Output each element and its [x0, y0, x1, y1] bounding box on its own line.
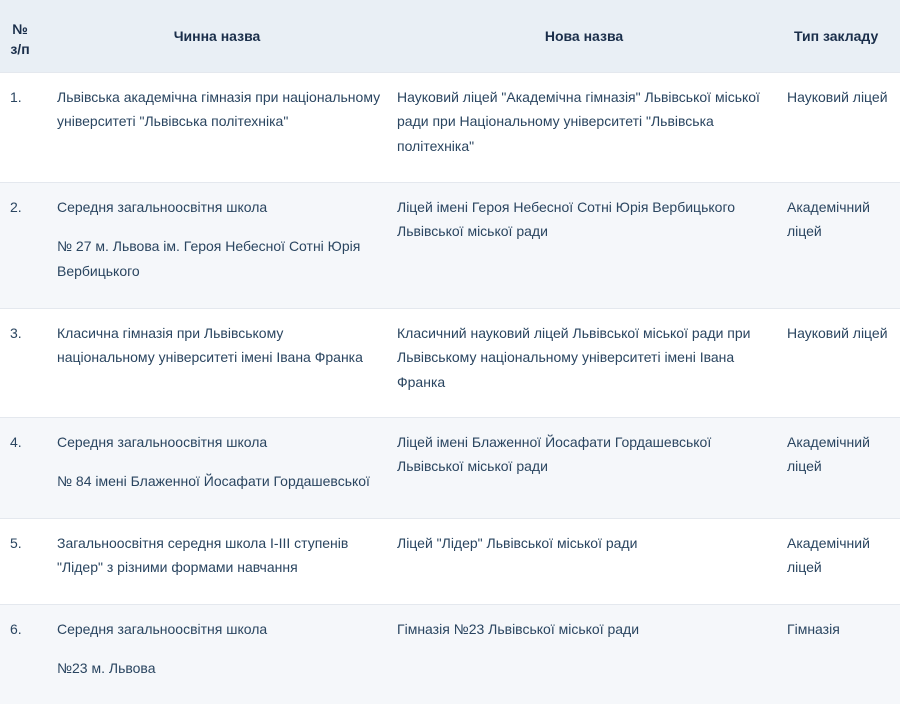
table-row [0, 417, 900, 518]
row-type: Гімназія [787, 620, 840, 637]
row-new-name: Ліцей імені Героя Небесної Сотні Юрія Вербицького Львівської міської ради [397, 198, 736, 239]
table-row [0, 308, 900, 417]
row-type: Академічний ліцей [787, 433, 870, 474]
header-number-symbol: № [12, 20, 28, 37]
row-number: 2. [10, 198, 22, 215]
row-type: Академічний ліцей [787, 534, 870, 575]
row-current-name [47, 182, 387, 308]
row-new-name: Науковий ліцей "Академічна гімназія" Львівської міської ради при Національному університеті "Львівська політехніка" [397, 88, 760, 154]
table-row [0, 604, 900, 704]
row-type: Науковий ліцей [787, 88, 888, 105]
header-new-name: Нова назва [544, 27, 624, 44]
row-type: Академічний ліцей [787, 198, 870, 239]
current-name-text: Середня загальноосвітня школа [57, 433, 268, 450]
row-new-name: Гімназія №23 Львівської міської ради [397, 620, 640, 637]
current-name-text: Середня загальноосвітня школа [57, 198, 268, 215]
header-type: Тип закладу [794, 27, 879, 44]
row-current-name [47, 518, 387, 604]
row-type: Науковий ліцей [787, 324, 888, 341]
table-row [0, 518, 900, 604]
row-current-name [47, 604, 387, 704]
table-row [0, 72, 900, 182]
header-number [0, 0, 47, 72]
row-current-name [47, 417, 387, 518]
current-name-text: Львівська академічна гімназія при національному університеті "Львівська політехніка" [57, 88, 381, 129]
row-number: 3. [10, 324, 22, 341]
row-number: 5. [10, 534, 22, 551]
row-new-name: Ліцей "Лідер" Львівської міської ради [397, 534, 638, 551]
header-number-abbrev: з/п [10, 40, 30, 57]
current-name-continuation: № 27 м. Львова ім. Героя Небесної Сотні Юрія Вербицького [57, 238, 361, 279]
row-number: 6. [10, 620, 22, 637]
current-name-text: Середня загальноосвітня школа [57, 620, 268, 637]
row-number: 4. [10, 433, 22, 450]
row-new-name: Класичний науковий ліцей Львівської міської ради при Львівському національному університеті імені Івана Франка [397, 324, 751, 390]
current-name-text: Загальноосвітня середня школа І-ІІІ ступенів "Лідер" з різними формами навчання [57, 534, 349, 575]
table-header-row [0, 0, 900, 72]
row-current-name [47, 308, 387, 417]
table-row [0, 182, 900, 308]
current-name-continuation: № 84 імені Блаженної Йосафати Гордашевської [57, 473, 370, 489]
current-name-continuation: №23 м. Львова [57, 660, 156, 676]
row-new-name: Ліцей імені Блаженної Йосафати Гордашевської Львівської міської ради [397, 433, 712, 474]
header-current-name: Чинна назва [173, 27, 261, 44]
current-name-text: Класична гімназія при Львівському національному університеті імені Івана Франка [57, 324, 363, 365]
row-number: 1. [10, 88, 22, 105]
row-current-name [47, 72, 387, 182]
